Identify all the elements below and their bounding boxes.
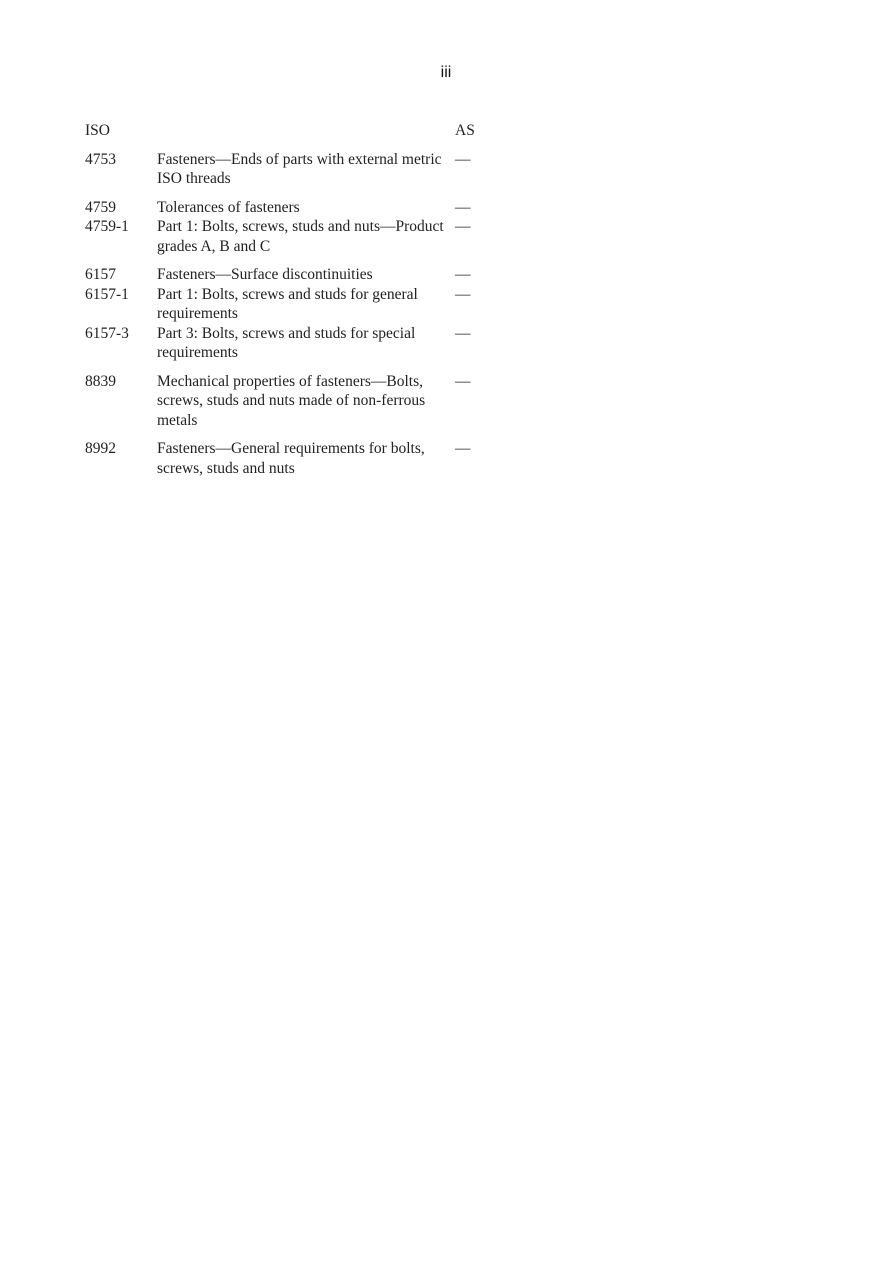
iso-number: 6157-3 <box>85 324 129 342</box>
as-equivalent: — <box>455 285 471 303</box>
as-equivalent: — <box>455 198 471 216</box>
iso-number: 4759-1 <box>85 218 129 235</box>
as-equivalent: — <box>455 266 471 283</box>
table-row <box>85 285 485 324</box>
standard-title: Tolerances of fasteners <box>157 198 300 216</box>
iso-number: 4759 <box>85 198 116 216</box>
table-group <box>85 439 485 478</box>
standard-title: Mechanical properties of fasteners—Bolts, screws, studs and nuts made of non-ferrous metals <box>157 372 426 429</box>
as-equivalent: — <box>455 440 471 457</box>
page-number: iii <box>440 64 452 81</box>
header-as: AS <box>455 122 475 139</box>
table-row <box>85 217 485 256</box>
table-header-row <box>85 121 485 141</box>
standard-title: Fasteners—General requirements for bolts, screws, studs and nuts <box>157 440 425 477</box>
table-group <box>85 372 485 431</box>
table-row <box>85 372 485 431</box>
standard-title: Part 1: Bolts, screws, studs and nuts—Product grades A, B and C <box>157 218 444 255</box>
iso-number: 6157 <box>85 266 116 283</box>
iso-number: 4753 <box>85 150 116 168</box>
table-group <box>85 150 485 189</box>
table-row <box>85 150 485 189</box>
table-group <box>85 265 485 363</box>
as-equivalent: — <box>455 324 471 342</box>
referenced-standards-table <box>85 121 485 487</box>
header-title <box>157 121 455 141</box>
standard-title: Fasteners—Ends of parts with external metric ISO threads <box>157 150 442 187</box>
as-equivalent: — <box>455 372 471 390</box>
iso-number: 6157-1 <box>85 285 129 303</box>
table-row <box>85 324 485 363</box>
iso-number: 8992 <box>85 440 116 457</box>
header-iso: ISO <box>85 122 110 139</box>
standard-title: Part 3: Bolts, screws and studs for special requirements <box>157 324 416 361</box>
standard-title: Part 1: Bolts, screws and studs for general requirements <box>157 285 418 322</box>
table-row <box>85 439 485 478</box>
table-row <box>85 265 485 285</box>
as-equivalent: — <box>455 218 471 235</box>
table-group <box>85 198 485 257</box>
as-equivalent: — <box>455 150 471 168</box>
standard-title: Fasteners—Surface discontinuities <box>157 266 373 283</box>
iso-number: 8839 <box>85 372 116 390</box>
table-row <box>85 198 485 218</box>
